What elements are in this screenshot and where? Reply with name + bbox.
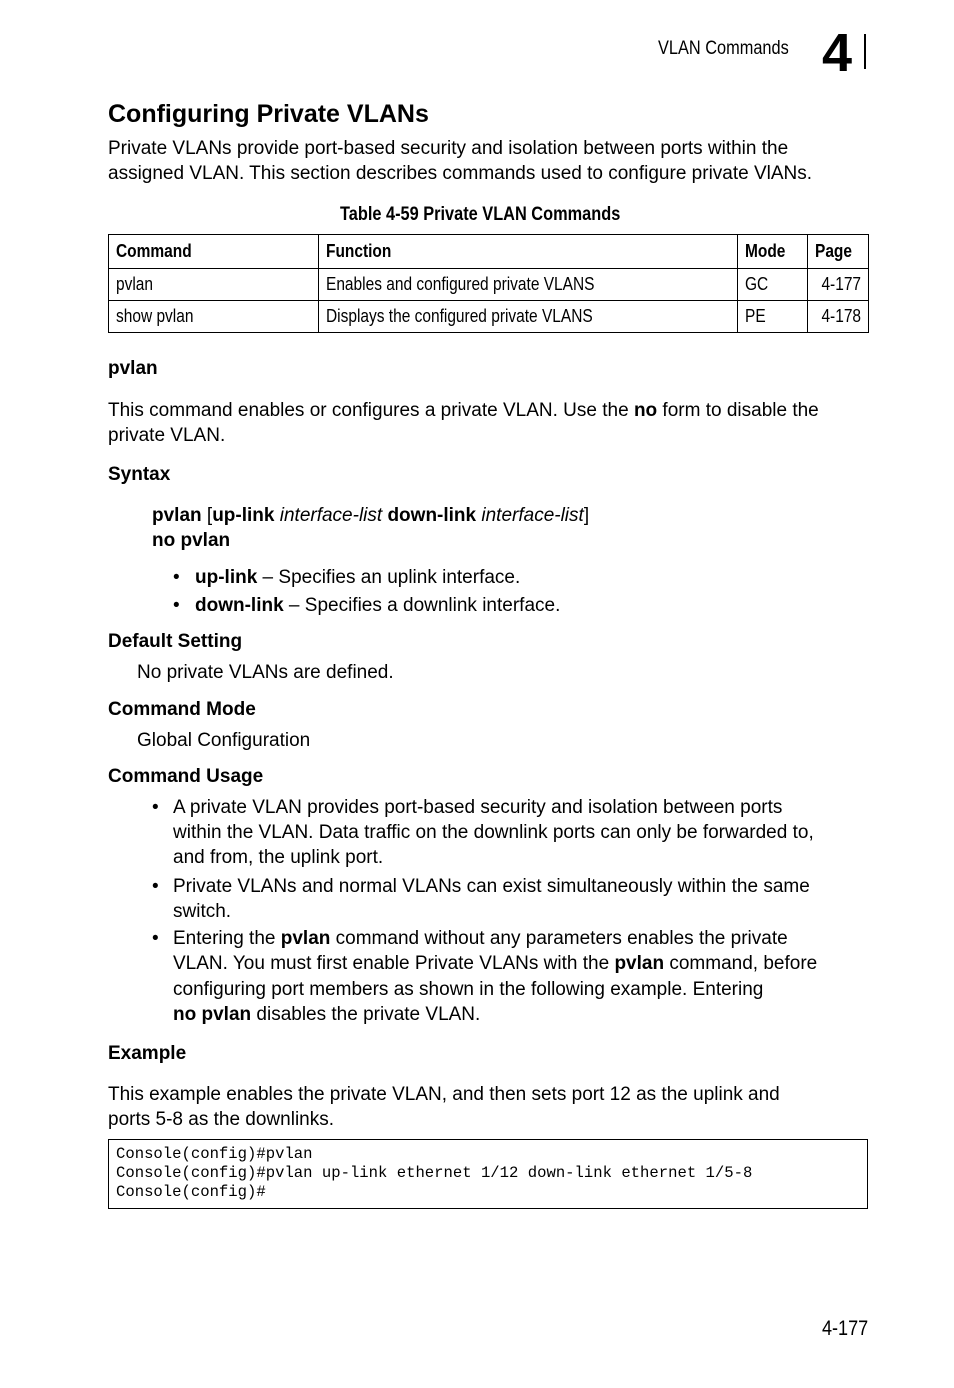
usage-item-2-line-1: Private VLANs and normal VLANs can exist simultaneously within the same (173, 876, 810, 897)
command-description-line-1: This command enables or configures a private VLAN. Use the no form to disable the (108, 400, 819, 421)
usage-heading: Command Usage (108, 766, 264, 787)
table-row (109, 301, 869, 333)
usage-item-1-line-2: within the VLAN. Data traffic on the downlink ports can only be forwarded to, (173, 822, 814, 843)
chapter-divider (864, 34, 866, 69)
intro-line-2: assigned VLAN. This section describes commands used to configure private VlANs. (108, 163, 813, 184)
code-example (108, 1139, 868, 1209)
running-header: VLAN Commands (658, 38, 789, 59)
column-header: Page (808, 235, 869, 269)
chapter-number: 4 (822, 23, 853, 83)
default-heading: Default Setting (108, 631, 243, 652)
column-header: Mode (738, 235, 808, 269)
code-line: Console(config)#pvlan (116, 1145, 313, 1163)
usage-item-3-line-2: VLAN. You must first enable Private VLANs with the pvlan command, before (173, 953, 818, 974)
example-description-line-1: This example enables the private VLAN, and then sets port 12 as the uplink and (108, 1084, 780, 1105)
table-cell: GC (738, 269, 808, 301)
table-cell: 4-177 (808, 269, 869, 301)
usage-item-3-line-4: no pvlan disables the private VLAN. (173, 1004, 481, 1025)
table-row (109, 269, 869, 301)
column-header: Function (319, 235, 738, 269)
usage-item-2-line-2: switch. (173, 901, 232, 922)
section-title: Configuring Private VLANs (108, 100, 429, 128)
mode-text: Global Configuration (137, 730, 311, 751)
command-heading: pvlan (108, 358, 158, 379)
table-caption: Table 4-59 Private VLAN Commands (340, 204, 621, 225)
code-line: Console(config)#pvlan up-link ethernet 1/12 down-link ethernet 1/5-8 (116, 1164, 753, 1182)
table-cell: Enables and configured private VLANS (319, 269, 738, 301)
example-heading: Example (108, 1043, 187, 1064)
usage-item-1-line-1: A private VLAN provides port-based security and isolation between ports (173, 797, 783, 818)
bullet-icon: • (152, 876, 159, 897)
code-line: Console(config)# (116, 1183, 266, 1201)
table-cell: show pvlan (109, 301, 319, 333)
table-cell: pvlan (109, 269, 319, 301)
bullet-icon: • (152, 797, 159, 818)
bullet-icon: • (173, 595, 180, 616)
mode-heading: Command Mode (108, 699, 256, 720)
syntax-line: pvlan [up-link interface-list down-link interface-list] (152, 505, 590, 526)
default-text: No private VLANs are defined. (137, 662, 394, 683)
commands-table (108, 234, 869, 333)
usage-item-3-line-1: Entering the pvlan command without any parameters enables the private (173, 928, 788, 949)
table-cell: PE (738, 301, 808, 333)
usage-item-3-line-3: configuring port members as shown in the following example. Entering (173, 979, 764, 1000)
example-description-line-2: ports 5-8 as the downlinks. (108, 1109, 335, 1130)
column-header: Command (109, 235, 319, 269)
command-description-line-2: private VLAN. (108, 425, 226, 446)
syntax-heading: Syntax (108, 464, 171, 485)
table-header-row (109, 235, 869, 269)
bullet-icon: • (173, 567, 180, 588)
syntax-no-form: no pvlan (152, 530, 231, 551)
table-cell: Displays the configured private VLANS (319, 301, 738, 333)
page-number: 4-177 (822, 1317, 869, 1340)
bullet-icon: • (152, 928, 159, 949)
table-cell: 4-178 (808, 301, 869, 333)
usage-item-1-line-3: and from, the uplink port. (173, 847, 384, 868)
intro-line-1: Private VLANs provide port-based security and isolation between ports within the (108, 138, 789, 159)
